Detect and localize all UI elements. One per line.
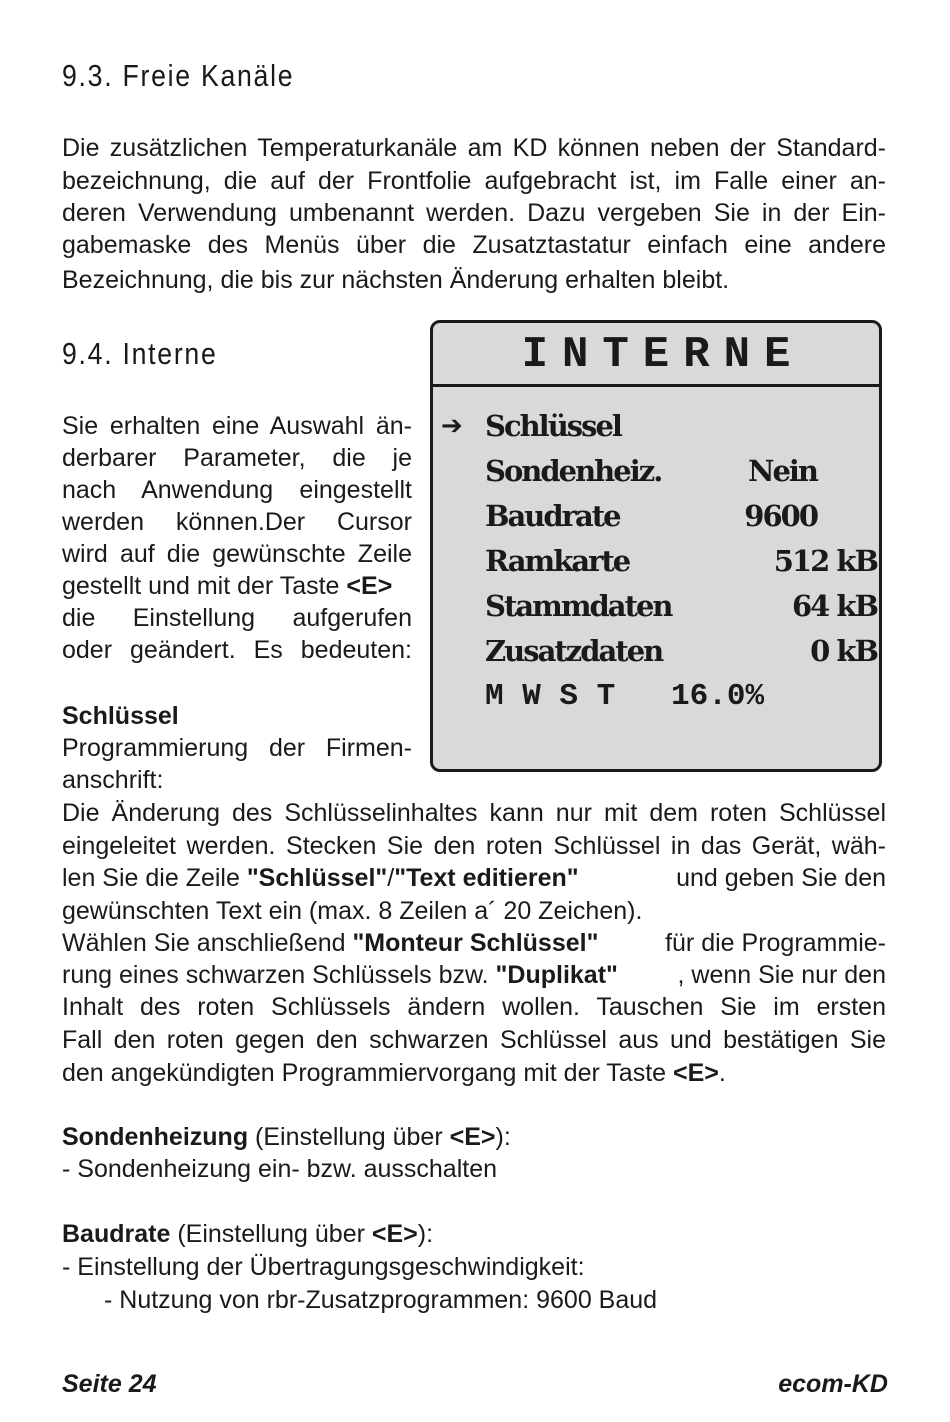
paragraph-line: oder geändert. Es bedeuten: [62, 636, 412, 664]
display-row-baudrate: Baudrate 9600 [485, 499, 817, 533]
paragraph-line: Programmierung der Firmen- [62, 734, 412, 762]
paragraph-line: die Einstellung aufgerufen [62, 604, 412, 632]
list-item: - Sondenheizung ein- bzw. ausschalten [62, 1155, 498, 1183]
display-row-sondenheiz: Sondenheiz. Nein [485, 454, 817, 488]
paragraph-line: gewünschten Text ein (max. 8 Zeilen a´ 20 Zeichen). [62, 897, 643, 925]
paragraph-line: gabemaske des Menüs über die Zusatztastatur einfach eine andere [62, 231, 886, 259]
paragraph-line: deren Verwendung umbenannt werden. Dazu vergeben Sie in der Ein- [62, 199, 886, 227]
paragraph-line: Inhalt des roten Schlüssels ändern wollen. Tauschen Sie im ersten [62, 993, 886, 1021]
section-heading-interne: 9.4. Interne [62, 336, 218, 371]
section-heading-freie-kanaele: 9.3. Freie Kanäle [62, 58, 295, 93]
page-number: Seite 24 [62, 1370, 157, 1398]
paragraph-line: Sie erhalten eine Auswahl än- [62, 412, 412, 440]
cursor-arrow-icon: ➔ [441, 411, 463, 441]
interne-display [430, 320, 882, 772]
paragraph-line: rung eines schwarzen Schlüssels bzw. "Duplikat" , wenn Sie nur den [62, 961, 886, 989]
display-row-schluessel: Schlüssel [485, 409, 621, 443]
paragraph-line: nach Anwendung eingestellt [62, 476, 412, 504]
display-row-stammdaten: Stammdaten 64 kB [485, 589, 877, 623]
list-item: - Einstellung der Übertragungsgeschwindigkeit: [62, 1253, 585, 1281]
paragraph-line: anschrift: [62, 766, 164, 794]
paragraph-line: Wählen Sie anschließend "Monteur Schlüssel" für die Programmie- [62, 929, 886, 957]
paragraph-line: den angekündigten Programmiervorgang mit der Taste <E>. [62, 1059, 726, 1087]
paragraph-line: Die Änderung des Schlüsselinhaltes kann nur mit dem roten Schlüssel [62, 799, 886, 827]
term-heading-baudrate: Baudrate (Einstellung über <E>): [62, 1220, 434, 1248]
paragraph-line: eingeleitet werden. Stecken Sie den roten Schlüssel in das Gerät, wäh- [62, 832, 886, 860]
display-row-ramkarte: Ramkarte 512 kB [485, 544, 877, 578]
display-row-zusatzdaten: Zusatzdaten 0 kB [485, 634, 877, 668]
paragraph-line: gestellt und mit der Taste <E> [62, 572, 393, 600]
term-heading-sondenheizung: Sondenheizung (Einstellung über <E>): [62, 1123, 511, 1151]
display-row-mwst: M W S T 16.0% [485, 679, 765, 714]
product-name: ecom-KD [778, 1370, 888, 1398]
paragraph-line: wird auf die gewünschte Zeile [62, 540, 412, 568]
paragraph-line: len Sie die Zeile "Schlüssel"/"Text editieren" und geben Sie den [62, 864, 886, 892]
paragraph-line: Die zusätzlichen Temperaturkanäle am KD können neben der Standard- [62, 134, 886, 162]
key-e: <E> [346, 572, 393, 600]
list-item: - Nutzung von rbr-Zusatzprogrammen: 9600 Baud [104, 1286, 658, 1314]
paragraph-line: werden können.Der Cursor [62, 508, 412, 536]
paragraph-line: bezeichnung, die auf der Frontfolie aufgebracht ist, im Falle einer an- [62, 167, 886, 195]
term-heading-schluessel: Schlüssel [62, 702, 179, 730]
display-title: INTERNE [433, 323, 879, 387]
paragraph-line: Fall den roten gegen den schwarzen Schlüssel aus und bestätigen Sie [62, 1026, 886, 1054]
paragraph-line: derbarer Parameter, die je [62, 444, 412, 472]
paragraph-line: Bezeichnung, die bis zur nächsten Änderung erhalten bleibt. [62, 266, 730, 294]
